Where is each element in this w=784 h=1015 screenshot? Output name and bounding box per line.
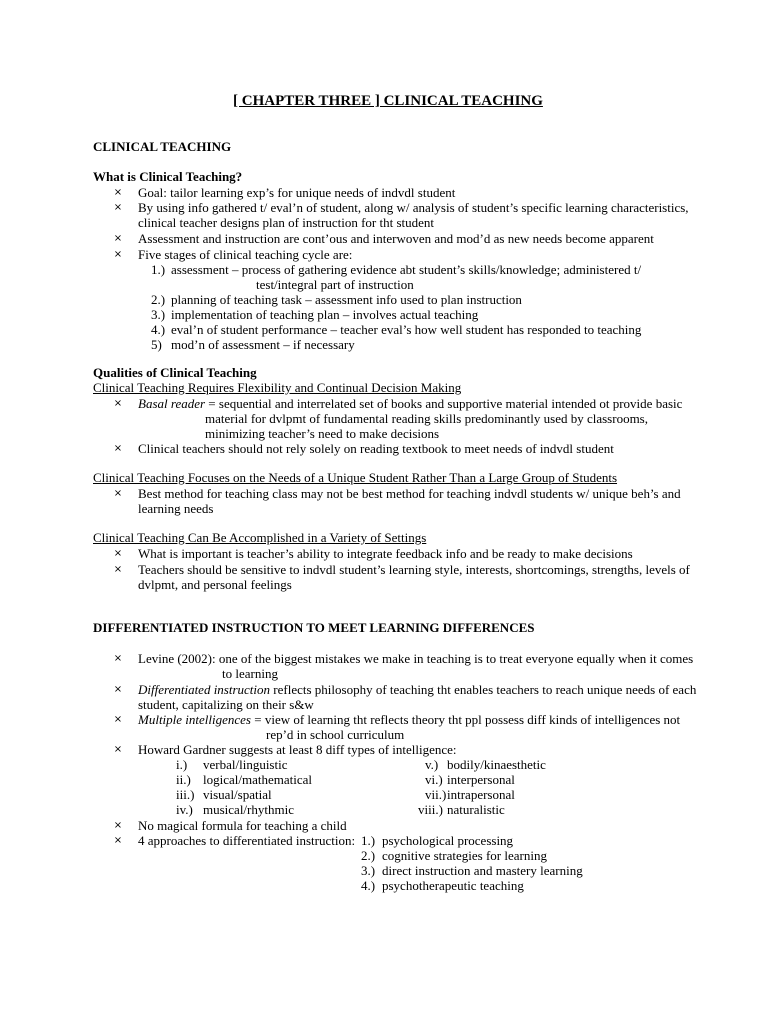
bullet-text: Five stages of clinical teaching cycle are: (138, 247, 353, 262)
section-heading-clinical-teaching: CLINICAL TEACHING (93, 139, 232, 154)
bullet-icon: × (113, 548, 123, 559)
section-heading-differentiated: DIFFERENTIATED INSTRUCTION TO MEET LEARNING DIFFERENCES (93, 620, 535, 635)
bullet-icon: × (113, 398, 123, 409)
approach-number: 1.) (361, 833, 376, 848)
intelligence-number: vi.) (425, 772, 443, 787)
intelligence-item: intrapersonal (447, 787, 515, 802)
bullet-text-continued: rep’d in school curriculum (266, 727, 405, 742)
bullet-text-continued: minimizing teacher’s need to make decisions (205, 426, 440, 441)
stage-number: 5) (151, 337, 162, 352)
stage-number: 3.) (151, 307, 166, 322)
bullet-icon: × (113, 488, 123, 499)
bullet-icon: × (113, 684, 123, 695)
bullet-icon: × (113, 714, 123, 725)
stage-number: 2.) (151, 292, 166, 307)
intelligence-number: viii.) (418, 802, 443, 817)
intelligence-number: ii.) (176, 772, 191, 787)
bullet-icon: × (113, 744, 123, 755)
underlined-subheading: Clinical Teaching Can Be Accomplished in a Variety of Settings (93, 530, 427, 545)
bullet-icon: × (113, 443, 123, 454)
bullet-icon: × (113, 820, 123, 831)
bullet-text: Clinical teachers should not rely solely on reading textbook to meet needs of indvdl student (138, 441, 614, 456)
approach-number: 4.) (361, 878, 376, 893)
bullet-text (138, 712, 680, 727)
stage-text: eval’n of student performance – teacher eval’s how well student has responded to teaching (171, 322, 642, 337)
bullet-text-continued: learning needs (138, 501, 214, 516)
bullet-text-continued: to learning (222, 666, 278, 681)
intelligence-item: interpersonal (447, 772, 515, 787)
intelligence-number: v.) (425, 757, 439, 772)
intelligence-item: logical/mathematical (203, 772, 313, 787)
term-differentiated-instruction: Differentiated instruction (138, 682, 271, 697)
bullet-text (138, 396, 682, 411)
section-heading-qualities: Qualities of Clinical Teaching (93, 365, 257, 380)
bullet-text: 4 approaches to differentiated instruction: (138, 833, 356, 848)
bullet-text: Best method for teaching class may not be best method for teaching indvdl students w/ unique beh’s and (138, 486, 681, 501)
intelligence-item: visual/spatial (203, 787, 272, 802)
bullet-text: Howard Gardner suggests at least 8 diff types of intelligence: (138, 742, 457, 757)
bullet-icon: × (113, 249, 123, 260)
intelligence-item: bodily/kinaesthetic (447, 757, 546, 772)
approach-item: psychological processing (382, 833, 514, 848)
approach-number: 2.) (361, 848, 376, 863)
bullet-text-continued: material for dvlpmt of fundamental reading skills predominantly used by classrooms, (205, 411, 648, 426)
term-basal-reader: Basal reader (138, 396, 206, 411)
stage-text-continued: test/integral part of instruction (256, 277, 414, 292)
approach-item: direct instruction and mastery learning (382, 863, 583, 878)
subheading-what-is: What is Clinical Teaching? (93, 169, 243, 184)
intelligence-number: iv.) (176, 802, 193, 817)
approach-item: psychotherapeutic teaching (382, 878, 524, 893)
bullet-icon: × (113, 835, 123, 846)
chapter-title: [ CHAPTER THREE ] CLINICAL TEACHING (233, 93, 543, 109)
bullet-text: Teachers should be sensitive to indvdl student’s learning style, interests, shortcomings, strengths, levels of (138, 562, 690, 577)
stage-number: 1.) (151, 262, 166, 277)
bullet-text: No magical formula for teaching a child (138, 818, 347, 833)
approach-item: cognitive strategies for learning (382, 848, 547, 863)
stage-text: assessment – process of gathering evidence abt student’s skills/knowledge; administered t/ (171, 262, 642, 277)
stage-number: 4.) (151, 322, 166, 337)
bullet-text-continued: dvlpmt, and personal feelings (138, 577, 292, 592)
bullet-text-continued: clinical teacher designs plan of instruction for tht student (138, 215, 435, 230)
term-definition: reflects philosophy of teaching tht enables teachers to reach unique needs of each (270, 682, 697, 697)
bullet-icon: × (113, 202, 123, 213)
intelligence-item: musical/rhythmic (203, 802, 294, 817)
bullet-text-continued: student, capitalizing on their s&w (138, 697, 314, 712)
intelligence-item: naturalistic (447, 802, 505, 817)
bullet-text: Goal: tailor learning exp’s for unique needs of indvdl student (138, 185, 456, 200)
term-definition: = sequential and interrelated set of books and supportive material intended ot provide basic (205, 396, 683, 411)
bullet-text: Assessment and instruction are cont’ous and interwoven and mod’d as new needs become apparent (138, 231, 654, 246)
bullet-icon: × (113, 233, 123, 244)
stage-text: implementation of teaching plan – involves actual teaching (171, 307, 479, 322)
bullet-text: By using info gathered t/ eval’n of student, along w/ analysis of student’s specific learning characteristics, (138, 200, 689, 215)
stage-text: planning of teaching task – assessment info used to plan instruction (171, 292, 522, 307)
bullet-text: What is important is teacher’s ability to integrate feedback info and be ready to make decisions (138, 546, 633, 561)
bullet-text (138, 682, 696, 697)
approach-number: 3.) (361, 863, 376, 878)
intelligence-item: verbal/linguistic (203, 757, 288, 772)
term-definition: = view of learning tht reflects theory tht ppl possess diff kinds of intelligences not (251, 712, 681, 727)
bullet-icon: × (113, 564, 123, 575)
underlined-subheading: Clinical Teaching Requires Flexibility and Continual Decision Making (93, 380, 462, 395)
intelligence-number: iii.) (176, 787, 195, 802)
stage-text: mod’n of assessment – if necessary (171, 337, 355, 352)
bullet-text: Levine (2002): one of the biggest mistakes we make in teaching is to treat everyone equally when it comes (138, 651, 694, 666)
term-multiple-intelligences: Multiple intelligences (138, 712, 251, 727)
underlined-subheading: Clinical Teaching Focuses on the Needs of a Unique Student Rather Than a Large Group of Students (93, 470, 618, 485)
bullet-icon: × (113, 187, 123, 198)
bullet-icon: × (113, 653, 123, 664)
intelligence-number: vii.) (425, 787, 447, 802)
intelligence-number: i.) (176, 757, 188, 772)
